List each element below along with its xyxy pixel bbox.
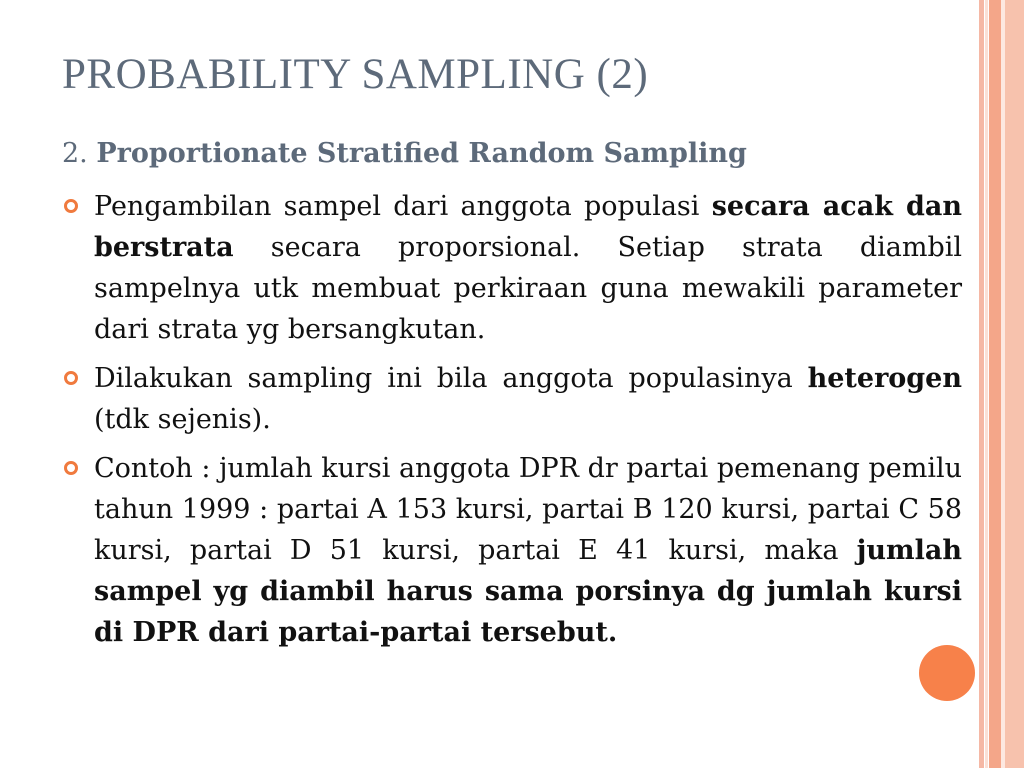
subtitle-text: Proportionate Stratified Random Sampling	[96, 138, 747, 169]
accent-circle	[919, 645, 975, 701]
bullet-circle-icon	[64, 371, 78, 385]
bullet-item	[62, 448, 962, 653]
bullet-circle-icon	[64, 199, 78, 213]
stripe	[985, 0, 988, 768]
bullet-bold-text: jumlah sampel yg diambil harus sama porsinya dg jumlah kursi di DPR dari partai-partai tersebut.	[94, 535, 962, 648]
bullet-list	[62, 186, 962, 661]
stripe	[989, 0, 1001, 768]
bullet-text: secara proporsional. Setiap strata diambil sampelnya utk membuat perkiraan guna mewakili parameter dari strata yg bersangkutan.	[94, 232, 962, 345]
bullet-text: (tdk sejenis).	[94, 404, 271, 435]
slide-title: PROBABILITY SAMPLING (2)	[62, 51, 649, 98]
slide-subtitle	[62, 138, 747, 169]
bullet-item	[62, 358, 962, 440]
bullet-item	[62, 186, 962, 350]
bullet-bold-text: secara acak dan berstrata	[94, 191, 963, 263]
bullet-text: Pengambilan sampel dari anggota populasi	[94, 191, 712, 222]
bullet-bold-text: heterogen	[807, 363, 962, 394]
stripe	[1005, 0, 1024, 768]
bullet-text: Dilakukan sampling ini bila anggota populasinya	[94, 363, 808, 394]
stripe	[979, 0, 984, 768]
bullet-text: Contoh : jumlah kursi anggota DPR dr partai pemenang pemilu tahun 1999 : partai A 153 kursi, partai B 120 kursi, partai C 58 kursi, partai D 51 kursi, partai E 41 kursi, maka	[94, 453, 962, 566]
decorative-stripes	[979, 0, 1024, 768]
bullet-circle-icon	[64, 461, 78, 475]
subtitle-number: 2.	[62, 138, 88, 169]
